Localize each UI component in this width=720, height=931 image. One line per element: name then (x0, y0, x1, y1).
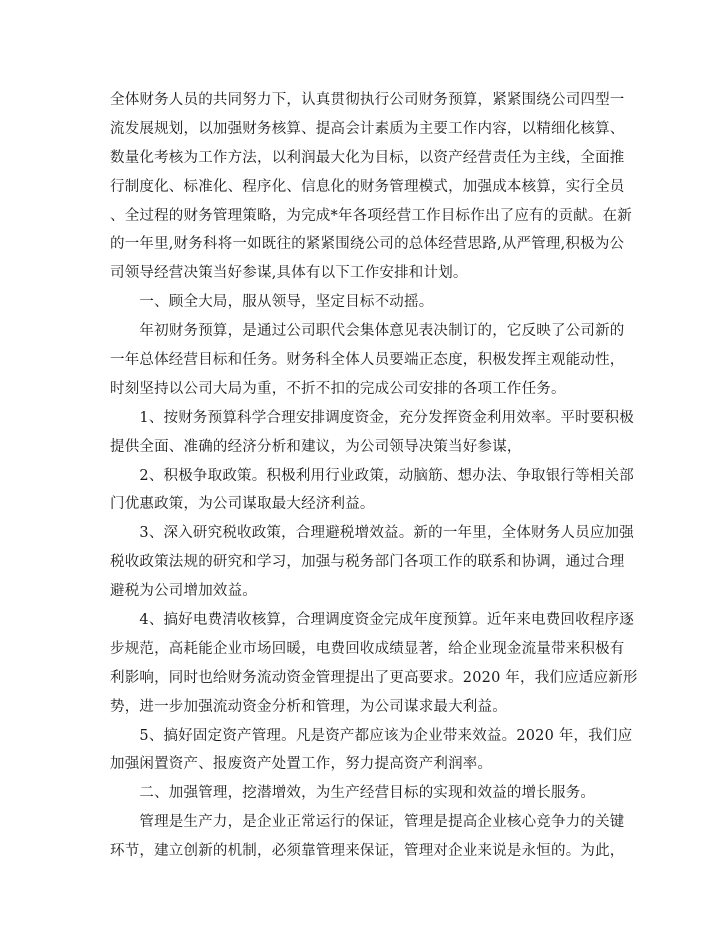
text-line: 全体财务人员的共同努力下，认真贯彻执行公司财务预算，紧紧围绕公司四型一 (110, 92, 625, 108)
text-line: 步规范，高耗能企业市场回暖，电费回收成绩显著，给企业现金流量带来积极有 (110, 640, 625, 657)
text-line: 行制度化、标准化、程序化、信息化的财务管理模式，加强成本核算，实行全员 (110, 178, 625, 195)
section-heading: 二、加强管理，挖潜增效，为生产经营目标的实现和效益的增长服务。 (110, 785, 596, 802)
text-line: 的一年里,财务科将一如既往的紧紧围绕公司的总体经营思路,从严管理,积极为公 (110, 236, 625, 253)
text-line: 避税为公司增加效益。 (110, 583, 257, 600)
text-line: 时刻坚持以公司大局为重，不折不扣的完成公司安排的各项工作任务。 (110, 380, 566, 397)
text-line: 加强闲置资产、报废资产处置工作，努力提高资产利润率。 (110, 756, 493, 773)
text-line: 提供全面、准确的经济分析和建议，为公司领导决策当好参谋， (110, 438, 522, 455)
document-body (110, 86, 638, 866)
section-heading: 一、顾全大局，服从领导，坚定目标不动摇。 (110, 294, 434, 311)
text-line: 利影响，同时也给财务流动资金管理提出了更高要求。2020 年，我们应适应新形 (110, 669, 638, 686)
text-line: 司领导经营决策当好参谋,具体有以下工作安排和计划。 (110, 265, 468, 282)
text-line: 管理是生产力，是企业正常运行的保证，管理是提高企业核心竞争力的关键 (110, 814, 625, 831)
text-line: 一年总体经营目标和任务。财务科全体人员要端正态度，积极发挥主观能动性， (110, 352, 625, 369)
text-line: 5、搞好固定资产管理。凡是资产都应该为企业带来效益。2020 年，我们应 (110, 727, 633, 744)
text-line: 流发展规划，以加强财务核算、提高会计素质为主要工作内容，以精细化核算、 (110, 120, 625, 137)
text-line: 2、积极争取政策。积极利用行业政策，动脑筋、想办法、争取银行等相关部 (110, 467, 634, 484)
text-line: 门优惠政策，为公司谋取最大经济利益。 (110, 496, 375, 513)
text-line: 1、按财务预算科学合理安排调度资金，充分发挥资金利用效率。平时要积极 (110, 409, 634, 426)
text-line: 、全过程的财务管理策略，为完成*年各项经营工作目标作出了应有的贡献。在新 (110, 207, 632, 224)
text-line: 3、深入研究税收政策，合理避税增效益。新的一年里，全体财务人员应加强 (110, 525, 634, 542)
text-line: 4、搞好电费清收核算，合理调度资金完成年度预算。近年来电费回收程序逐 (110, 612, 634, 629)
text-line: 税收政策法规的研究和学习，加强与税务部门各项工作的联系和协调，通过合理 (110, 554, 625, 571)
text-line: 环节，建立创新的机制，必须靠管理来保证，管理对企业来说是永恒的。为此， (110, 843, 625, 860)
text-line: 势，进一步加强流动资金分析和管理，为公司谋求最大利益。 (110, 698, 507, 715)
text-line: 数量化考核为工作方法，以利润最大化为目标，以资产经营责任为主线，全面推 (110, 149, 625, 166)
text-line: 年初财务预算，是通过公司职代会集体意见表决制订的，它反映了公司新的 (110, 323, 625, 340)
